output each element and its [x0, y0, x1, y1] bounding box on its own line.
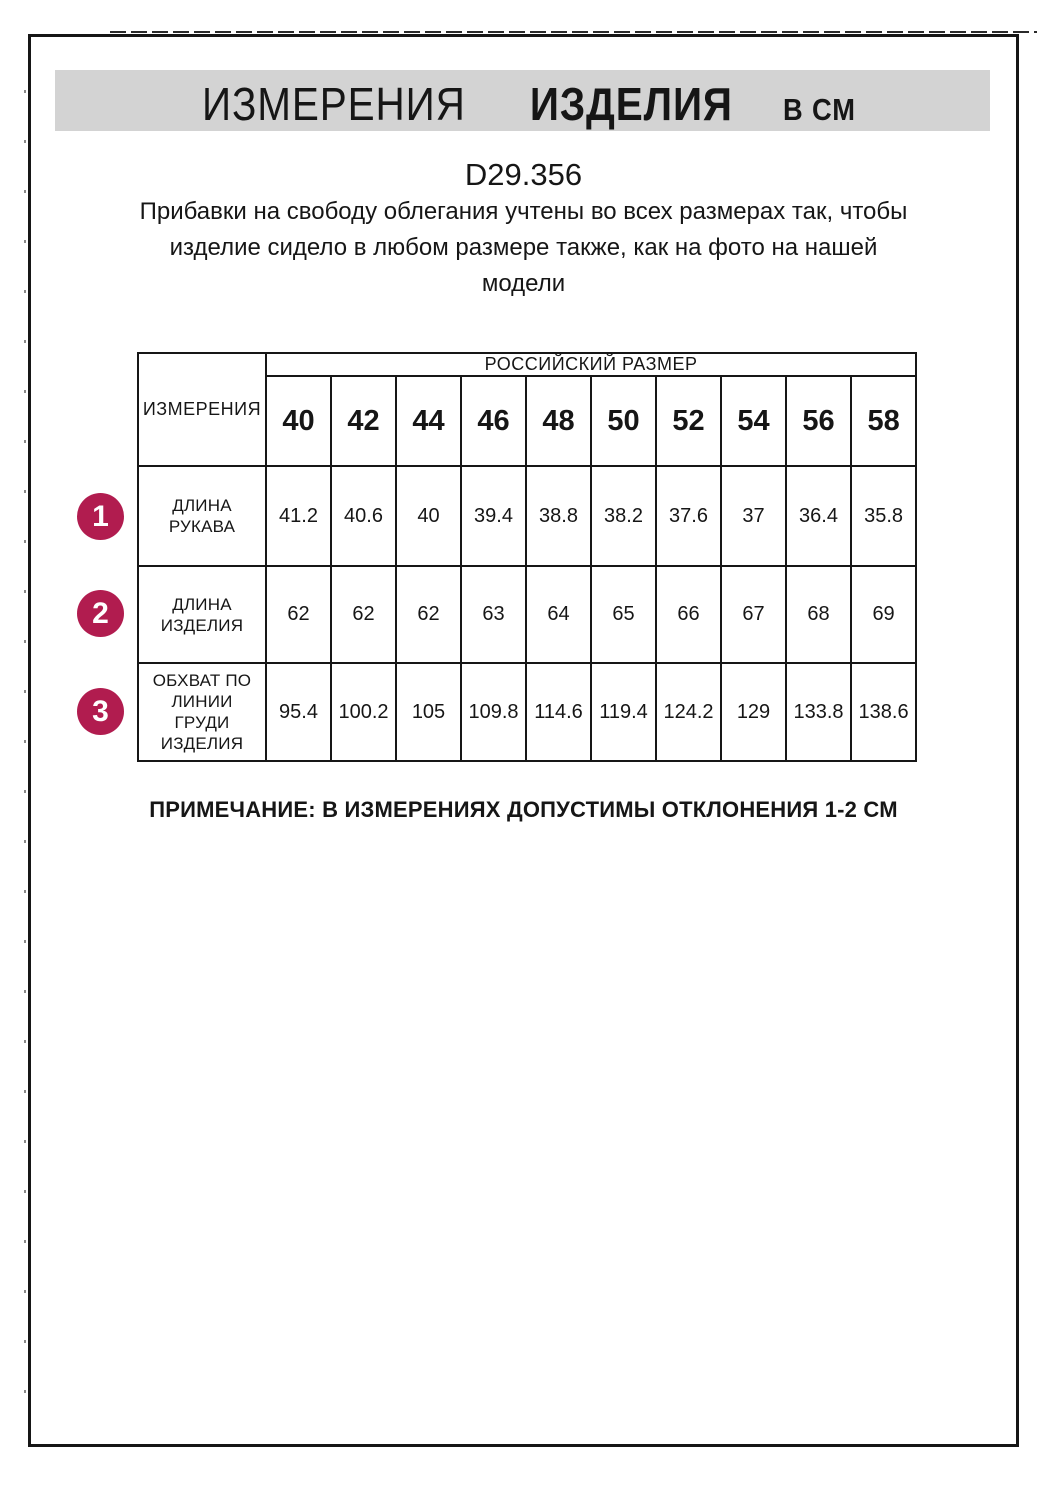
value-cell: 62 — [396, 566, 461, 663]
value-cell: 119.4 — [591, 663, 656, 761]
left-edge-tick-marks — [24, 90, 26, 1430]
product-description — [28, 194, 1019, 302]
value-cell: 35.8 — [851, 466, 916, 566]
row-label-line: ИЗДЕЛИЯ — [160, 615, 244, 635]
model-code: D29.356 — [464, 157, 583, 192]
value-cell: 36.4 — [786, 466, 851, 566]
value-cell: 39.4 — [461, 466, 526, 566]
value-cell: 67 — [721, 566, 786, 663]
size-column-header-58: 58 — [851, 376, 916, 466]
size-column-header-52: 52 — [656, 376, 721, 466]
size-column-header-56: 56 — [786, 376, 851, 466]
tolerance-note: ПРИМЕЧАНИЕ: В ИЗМЕРЕНИЯХ ДОПУСТИМЫ ОТКЛОНЕНИЯ 1-2 СМ — [149, 797, 898, 822]
measurement-row-garment-length — [138, 566, 916, 663]
title-measurements: ИЗМЕРЕНИЯ — [201, 78, 466, 130]
value-cell: 40 — [396, 466, 461, 566]
row-label-line: РУКАВА — [168, 517, 236, 536]
value-cell: 65 — [591, 566, 656, 663]
value-cell: 69 — [851, 566, 916, 663]
top-dashed-line — [110, 31, 1037, 33]
row-label-line: ОБХВАТ ПО — [152, 671, 252, 690]
value-cell: 129 — [721, 663, 786, 761]
value-cell: 100.2 — [331, 663, 396, 761]
row-number-badge-1: 1 — [77, 493, 124, 540]
value-cell: 37 — [721, 466, 786, 566]
row-label-chest-girth — [138, 663, 266, 761]
value-cell: 66 — [656, 566, 721, 663]
row-label-sleeve-length — [138, 466, 266, 566]
value-cell: 95.4 — [266, 663, 331, 761]
value-cell: 105 — [396, 663, 461, 761]
size-column-header-46: 46 — [461, 376, 526, 466]
value-cell: 38.8 — [526, 466, 591, 566]
value-cell: 37.6 — [656, 466, 721, 566]
size-column-header-48: 48 — [526, 376, 591, 466]
title-unit: В СМ — [783, 92, 857, 127]
value-cell: 64 — [526, 566, 591, 663]
value-cell: 63 — [461, 566, 526, 663]
row-label-line: ДЛИНА — [172, 496, 232, 515]
value-cell: 109.8 — [461, 663, 526, 761]
value-cell: 41.2 — [266, 466, 331, 566]
size-group-header: РОССИЙСКИЙ РАЗМЕР — [266, 353, 916, 376]
value-cell: 40.6 — [331, 466, 396, 566]
value-cell: 68 — [786, 566, 851, 663]
value-cell: 62 — [266, 566, 331, 663]
row-label-line: ЛИНИИ — [171, 692, 233, 711]
row-number-badge-3: 3 — [77, 688, 124, 735]
measurement-row-sleeve-length — [138, 466, 916, 566]
description-line-1: Прибавки на свободу облегания учтены во всех размерах так, чтобы — [139, 198, 908, 225]
description-line-3: модели — [481, 270, 566, 297]
size-table-container — [137, 352, 917, 762]
size-column-header-44: 44 — [396, 376, 461, 466]
value-cell: 138.6 — [851, 663, 916, 761]
title-banner — [55, 70, 990, 131]
row-label-line: ИЗДЕЛИЯ — [160, 734, 244, 753]
size-column-header-40: 40 — [266, 376, 331, 466]
measurement-row-chest-girth — [138, 663, 916, 761]
size-column-header-54: 54 — [721, 376, 786, 466]
row-number-badge-2: 2 — [77, 590, 124, 637]
value-cell: 62 — [331, 566, 396, 663]
value-cell: 114.6 — [526, 663, 591, 761]
description-line-2: изделие сидело в любом размере также, как на фото на нашей — [169, 234, 878, 261]
measurements-column-header: ИЗМЕРЕНИЯ — [138, 353, 266, 466]
row-label-garment-length — [138, 566, 266, 663]
size-column-header-42: 42 — [331, 376, 396, 466]
size-table — [137, 352, 917, 762]
row-label-line: ДЛИНА — [172, 594, 232, 614]
value-cell: 133.8 — [786, 663, 851, 761]
row-label-line: ГРУДИ — [174, 713, 230, 732]
value-cell: 124.2 — [656, 663, 721, 761]
value-cell: 38.2 — [591, 466, 656, 566]
table-header-row — [138, 353, 916, 376]
size-column-header-50: 50 — [591, 376, 656, 466]
title-product: ИЗДЕЛИЯ — [529, 78, 733, 130]
